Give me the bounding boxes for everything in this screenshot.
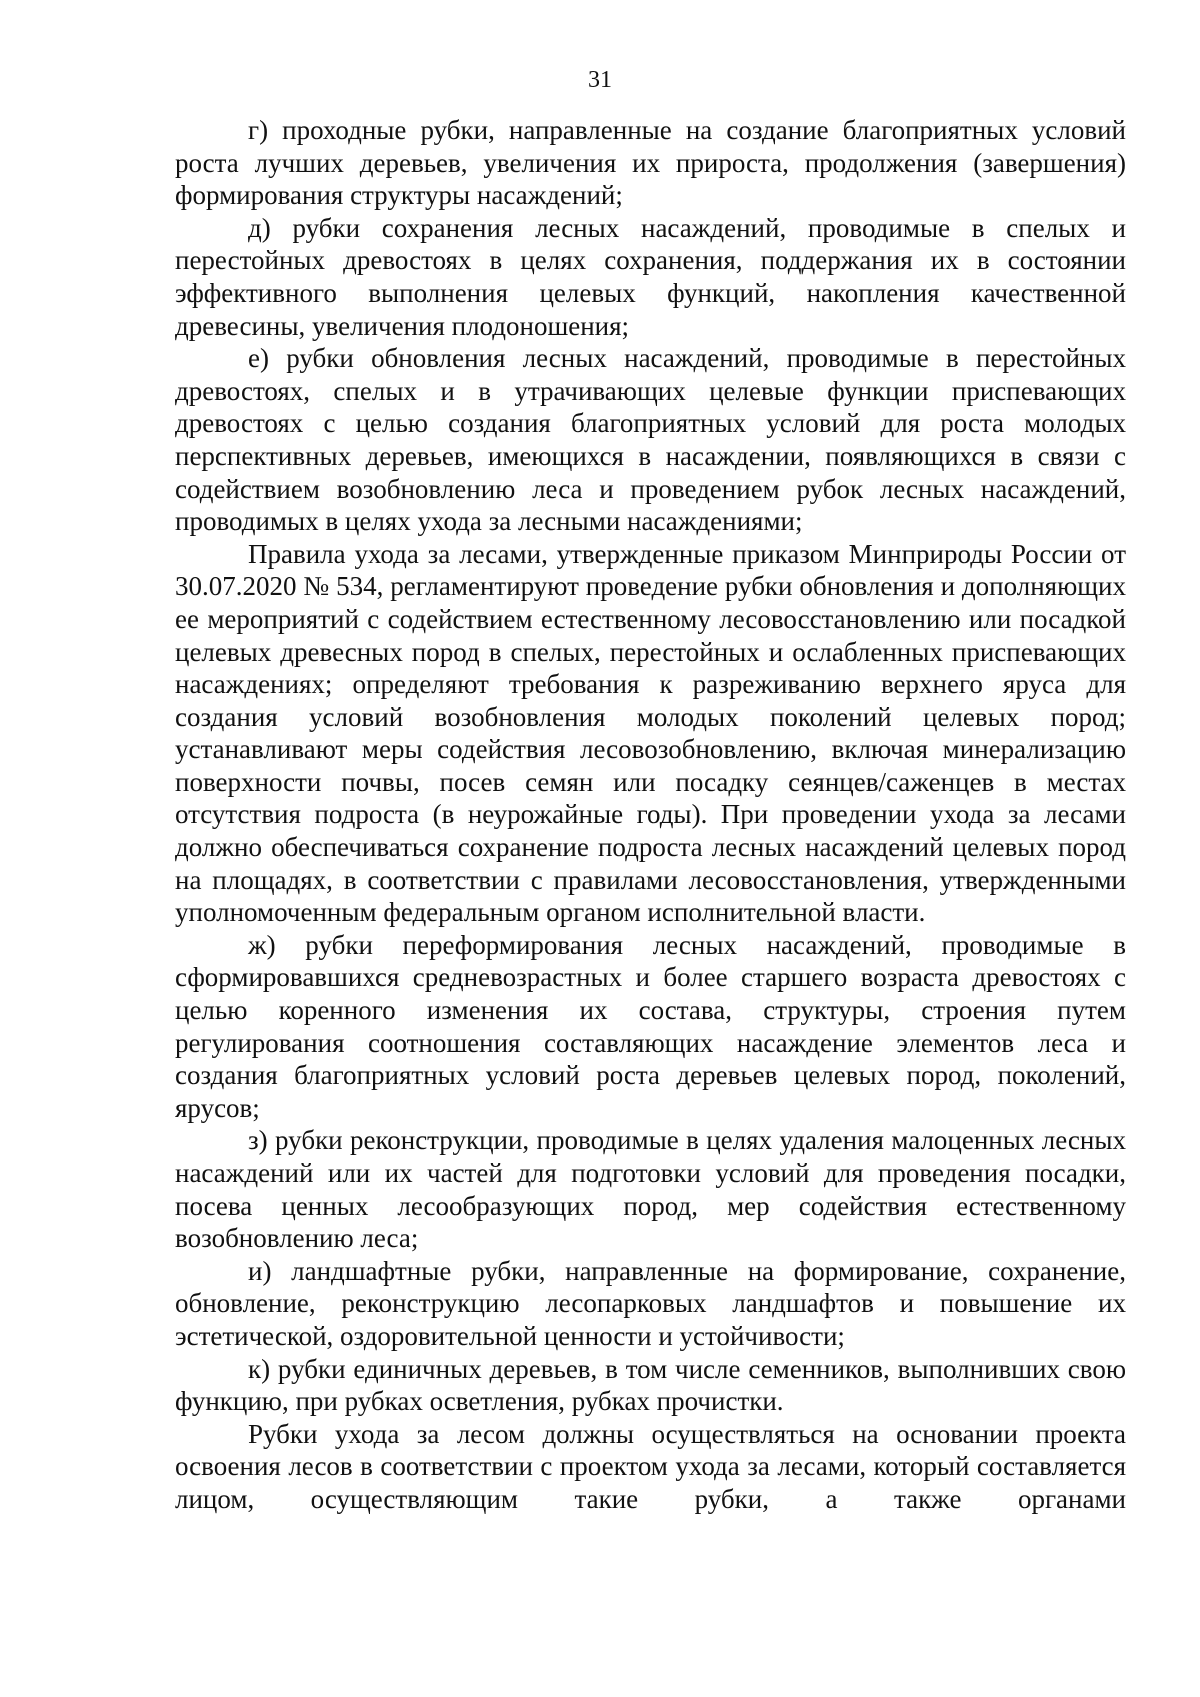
document-body [175,114,1126,1516]
paragraph-final: Рубки ухода за лесом должны осуществляться на основании проекта освоения лесов в соответствии с проектом ухода за лесами, который составляется лицом, осуществляющим такие рубки, а также органами [175,1418,1126,1514]
paragraph-zh: ж) рубки переформирования лесных насаждений, проводимые в сформировавшихся средневозрастных и более старшего возраста древостоях с целью коренного изменения их состава, структуры, строения путем регулирования соотношения составляющих насаждение элементов леса и создания благоприятных условий роста деревьев целевых пород, поколений, ярусов; [175,929,1126,1123]
paragraph-e: е) рубки обновления лесных насаждений, проводимые в перестойных древостоях, спелых и в утрачивающих целевые функции приспевающих древостоях с целью создания благоприятных условий для роста молодых перспективных деревьев, имеющихся в насаждении, появляющихся в связи с содействием возобновлению леса и проведением рубок лесных насаждений, проводимых в целях ухода за лесными насаждениями; [175,343,1126,537]
paragraph-d: д) рубки сохранения лесных насаждений, проводимые в спелых и перестойных древостоях в целях сохранения, поддержания их в состоянии эффективного выполнения целевых функций, накопления качественной древесины, увеличения плодоношения; [175,212,1126,341]
paragraph-g: г) проходные рубки, направленные на создание благоприятных условий роста лучших деревьев, увеличения их прироста, продолжения (завершения) формирования структуры насаждений; [175,115,1126,211]
page-number: 31 [588,67,612,93]
paragraph-i: и) ландшафтные рубки, направленные на формирование, сохранение, обновление, реконструкцию лесопарковых ландшафтов и повышение их эстетической, оздоровительной ценности и устойчивости; [175,1255,1126,1351]
paragraph-k: к) рубки единичных деревьев, в том числе семенников, выполнивших свою функцию, при рубках осветления, рубках прочистки. [175,1353,1126,1417]
paragraph-rules: Правила ухода за лесами, утвержденные приказом Минприроды России от 30.07.2020 № 534, регламентируют проведение рубки обновления и дополняющих ее мероприятий с содействием естественному лесовосстановлению или посадкой целевых древесных пород в спелых, перестойных и ослабленных приспевающих насаждениях; определяют требования к разреживанию верхнего яруса для создания условий возобновления молодых поколений целевых пород; устанавливают меры содействия лесовозобновлению, включая минерализацию поверхности почвы, посев семян или посадку сеянцев/саженцев в местах отсутствия подроста (в неурожайные годы). При проведении ухода за лесами должно обеспечиваться сохранение подроста лесных насаждений целевых пород на площадях, в соответствии с правилами лесовосстановления, утвержденными уполномоченным федеральным органом исполнительной власти. [175,538,1126,928]
paragraph-z: з) рубки реконструкции, проводимые в целях удаления малоценных лесных насаждений или их частей для подготовки условий для проведения посадки, посева ценных лесообразующих пород, мер содействия естественному возобновлению леса; [175,1125,1126,1254]
